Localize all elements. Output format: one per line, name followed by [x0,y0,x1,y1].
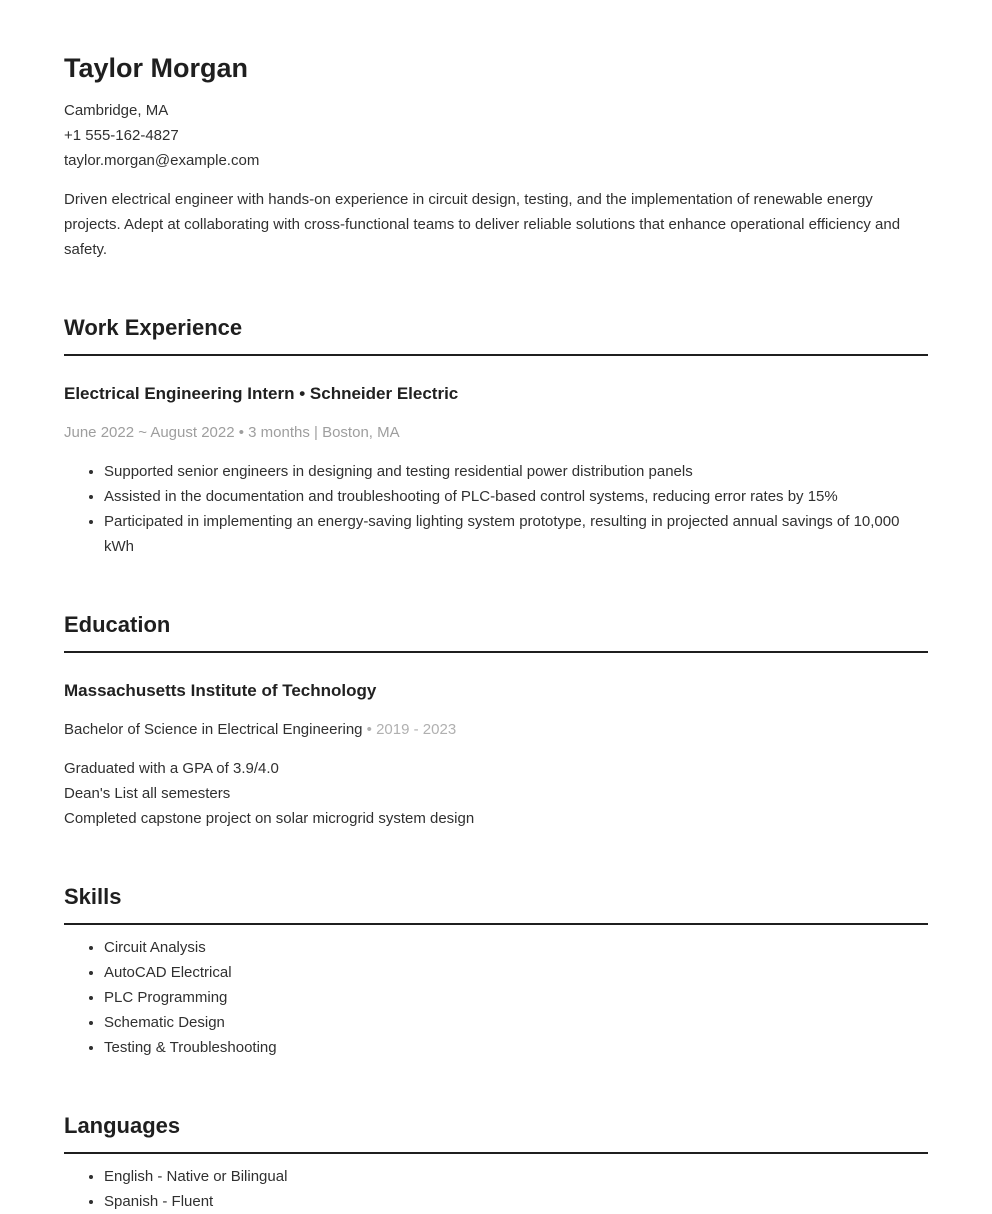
school-name: Massachusetts Institute of Technology [64,681,377,700]
education-detail: Completed capstone project on solar microgrid system design [64,810,475,827]
contact-location: Cambridge, MA [64,102,169,119]
section-languages [64,1111,928,1214]
section-skills [64,882,928,1060]
degree-dates: • 2019 - 2023 [366,721,457,738]
job-meta: June 2022 ~ August 2022 • 3 months | Boston, MA [64,424,400,441]
education-detail: Graduated with a GPA of 3.9/4.0 [64,760,279,777]
skill-item: • Circuit Analysis [104,935,928,960]
degree-name: Bachelor of Science in Electrical Engineering [64,721,363,738]
section-work-experience [64,313,928,559]
contact-phone: +1 555-162-4827 [64,127,179,144]
job-bullet: • Supported senior engineers in designing and testing residential power distribution panels [104,459,928,484]
skills-list [64,935,928,1060]
job-bullet: • Assisted in the documentation and troubleshooting of PLC-based control systems, reducing error rates by 15% [104,484,928,509]
skill-item: • Testing & Troubleshooting [104,1035,928,1060]
job-bullet: • Participated in implementing an energy-saving lighting system prototype, resulting in projected annual savings of 10,000 kWh [104,509,928,559]
skill-item: • AutoCAD Electrical [104,960,928,985]
summary-paragraph: Driven electrical engineer with hands-on experience in circuit design, testing, and the implementation of renewable energy projects. Adept at collaborating with cross-functional teams to deliver reliable solutions that enhance operational efficiency and safety. [64,191,901,258]
degree-line [64,717,928,742]
contact-block [64,98,928,173]
language-item: • Spanish - Fluent [104,1189,928,1214]
skill-item: • Schematic Design [104,1010,928,1035]
contact-email: taylor.morgan@example.com [64,152,260,169]
resume-name: Taylor Morgan [64,53,249,83]
languages-list [64,1164,928,1214]
job-title: Electrical Engineering Intern • Schneider Electric [64,384,459,403]
education-heading: Education [64,610,928,653]
skill-item: • PLC Programming [104,985,928,1010]
skills-heading: Skills [64,882,928,925]
education-detail: Dean's List all semesters [64,785,231,802]
work-experience-heading: Work Experience [64,313,928,356]
section-education [64,610,928,831]
job-bullet-list [64,459,928,559]
languages-heading: Languages [64,1111,928,1154]
language-item: • English - Native or Bilingual [104,1164,928,1189]
education-details [64,756,928,831]
